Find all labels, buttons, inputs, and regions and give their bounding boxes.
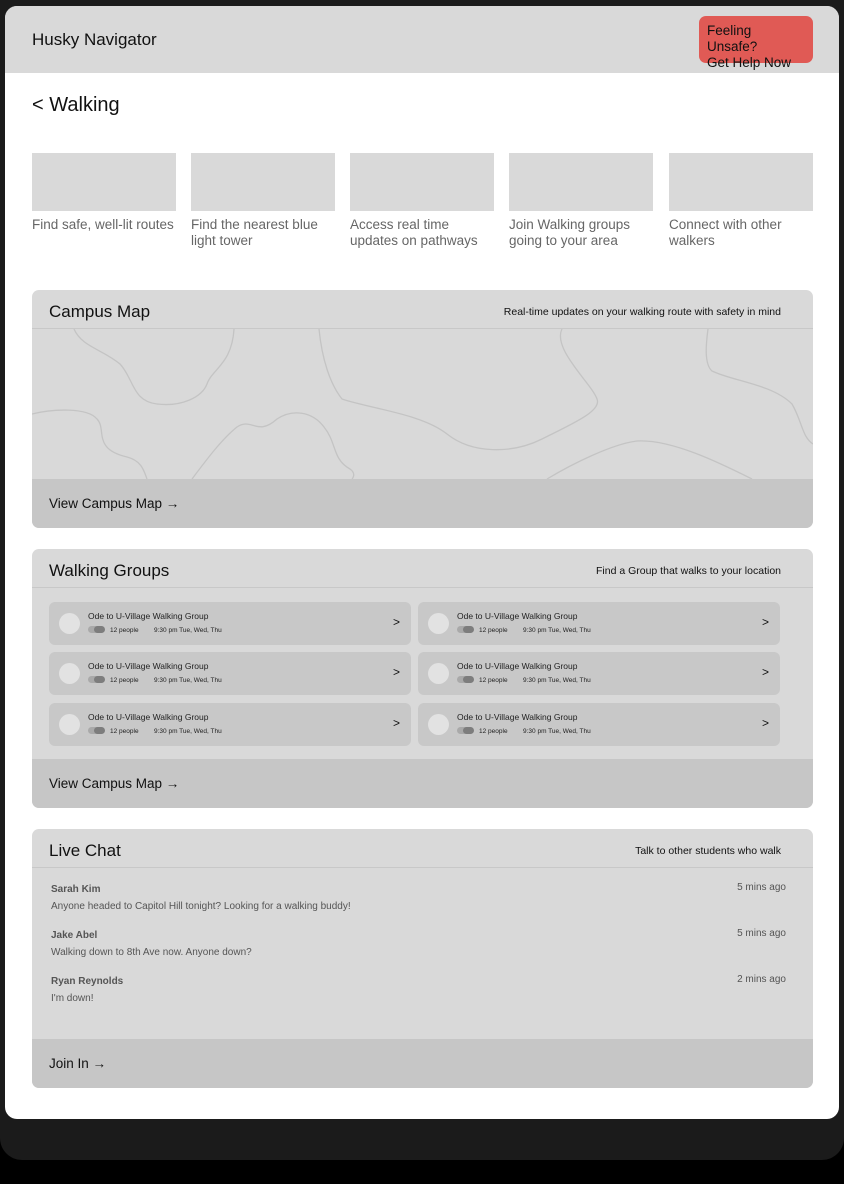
people-avatars-icon bbox=[88, 626, 106, 633]
card-subtitle: Real-time updates on your walking route with safety in mind bbox=[503, 306, 781, 318]
walking-group-item[interactable] bbox=[418, 602, 780, 645]
people-avatars-icon bbox=[457, 676, 475, 683]
walking-groups-card bbox=[32, 549, 813, 808]
feature-caption: Access real time updates on pathways bbox=[350, 217, 478, 248]
people-avatars-icon bbox=[457, 727, 475, 734]
back-link-walking[interactable]: < Walking bbox=[32, 94, 120, 116]
link-label: View Campus Map → bbox=[49, 496, 180, 511]
group-name: Ode to U-Village Walking Group bbox=[457, 712, 578, 722]
walking-group-item[interactable] bbox=[418, 703, 780, 746]
group-people-count: 12 people bbox=[110, 728, 139, 735]
help-button-line2: Get Help Now bbox=[707, 55, 792, 70]
group-schedule: 9:30 pm Tue, Wed, Thu bbox=[154, 627, 222, 634]
group-people-count: 12 people bbox=[479, 627, 508, 634]
group-name: Ode to U-Village Walking Group bbox=[88, 712, 209, 722]
feature-caption: Find the nearest blue light tower bbox=[191, 217, 318, 248]
feature-card[interactable] bbox=[32, 153, 176, 233]
card-header bbox=[32, 290, 813, 329]
message-author: Ryan Reynolds bbox=[51, 976, 124, 987]
group-name: Ode to U-Village Walking Group bbox=[88, 661, 209, 671]
card-subtitle: Talk to other students who walk bbox=[635, 845, 781, 857]
campus-map-preview[interactable] bbox=[32, 329, 813, 479]
group-people-count: 12 people bbox=[479, 728, 508, 735]
help-button-line1: Feeling Unsafe? bbox=[707, 23, 758, 54]
group-people-count: 12 people bbox=[479, 677, 508, 684]
feature-caption: Join Walking groups going to your area bbox=[509, 217, 631, 248]
group-schedule: 9:30 pm Tue, Wed, Thu bbox=[523, 677, 591, 684]
message-text: Walking down to 8th Ave now. Anyone down? bbox=[51, 947, 252, 958]
link-label: Join In → bbox=[49, 1056, 107, 1071]
app-title: Husky Navigator bbox=[32, 30, 157, 49]
chat-message bbox=[51, 884, 786, 912]
card-header bbox=[32, 829, 813, 868]
message-text: I'm down! bbox=[51, 993, 94, 1004]
people-avatars-icon bbox=[88, 727, 106, 734]
map-lines-graphic bbox=[32, 329, 813, 479]
chevron-right-icon: > bbox=[392, 716, 400, 730]
feature-card[interactable] bbox=[509, 153, 653, 249]
card-title: Campus Map bbox=[49, 302, 151, 321]
chevron-right-icon: > bbox=[761, 716, 769, 730]
feature-caption: Find safe, well-lit routes bbox=[32, 217, 174, 232]
join-chat-link[interactable] bbox=[32, 1039, 813, 1088]
walking-group-item[interactable] bbox=[418, 652, 780, 695]
group-avatar bbox=[59, 714, 80, 735]
group-people-count: 12 people bbox=[110, 677, 139, 684]
chevron-right-icon: > bbox=[392, 665, 400, 679]
app-screen bbox=[5, 6, 839, 1119]
live-chat-card bbox=[32, 829, 813, 1088]
view-campus-map-link[interactable] bbox=[32, 759, 813, 808]
feature-card[interactable] bbox=[669, 153, 813, 249]
group-avatar bbox=[428, 663, 449, 684]
chat-message bbox=[51, 930, 786, 958]
group-name: Ode to U-Village Walking Group bbox=[457, 661, 578, 671]
people-avatars-icon bbox=[88, 676, 106, 683]
group-schedule: 9:30 pm Tue, Wed, Thu bbox=[523, 728, 591, 735]
app-header bbox=[5, 6, 839, 73]
chat-message bbox=[51, 976, 786, 1004]
card-header bbox=[32, 549, 813, 588]
walking-group-item[interactable] bbox=[49, 703, 411, 746]
view-campus-map-link[interactable] bbox=[32, 479, 813, 528]
message-time: 2 mins ago bbox=[737, 974, 786, 985]
group-schedule: 9:30 pm Tue, Wed, Thu bbox=[154, 677, 222, 684]
group-people-count: 12 people bbox=[110, 627, 139, 634]
message-author: Sarah Kim bbox=[51, 884, 101, 895]
get-help-button[interactable] bbox=[699, 16, 813, 70]
group-avatar bbox=[59, 613, 80, 634]
card-title: Live Chat bbox=[49, 841, 121, 860]
feature-thumbnail bbox=[669, 153, 813, 211]
card-title: Walking Groups bbox=[49, 561, 170, 580]
feature-thumbnail bbox=[32, 153, 176, 211]
message-text: Anyone headed to Capitol Hill tonight? Looking for a walking buddy! bbox=[51, 901, 351, 912]
chevron-right-icon: > bbox=[761, 665, 769, 679]
group-avatar bbox=[428, 613, 449, 634]
walking-group-item[interactable] bbox=[49, 652, 411, 695]
group-avatar bbox=[428, 714, 449, 735]
message-author: Jake Abel bbox=[51, 930, 98, 941]
group-schedule: 9:30 pm Tue, Wed, Thu bbox=[523, 627, 591, 634]
feature-card[interactable] bbox=[191, 153, 335, 249]
chevron-right-icon: > bbox=[392, 615, 400, 629]
feature-caption: Connect with other walkers bbox=[669, 217, 782, 248]
feature-thumbnail bbox=[350, 153, 494, 211]
feature-thumbnail bbox=[509, 153, 653, 211]
campus-map-card bbox=[32, 290, 813, 528]
walking-group-item[interactable] bbox=[49, 602, 411, 645]
group-avatar bbox=[59, 663, 80, 684]
chevron-right-icon: > bbox=[761, 615, 769, 629]
link-label: View Campus Map → bbox=[49, 776, 180, 791]
group-name: Ode to U-Village Walking Group bbox=[88, 611, 209, 621]
message-time: 5 mins ago bbox=[737, 882, 786, 893]
group-schedule: 9:30 pm Tue, Wed, Thu bbox=[154, 728, 222, 735]
group-name: Ode to U-Village Walking Group bbox=[457, 611, 578, 621]
message-time: 5 mins ago bbox=[737, 928, 786, 939]
feature-card[interactable] bbox=[350, 153, 494, 249]
card-subtitle: Find a Group that walks to your location bbox=[595, 565, 781, 577]
feature-thumbnail bbox=[191, 153, 335, 211]
people-avatars-icon bbox=[457, 626, 475, 633]
